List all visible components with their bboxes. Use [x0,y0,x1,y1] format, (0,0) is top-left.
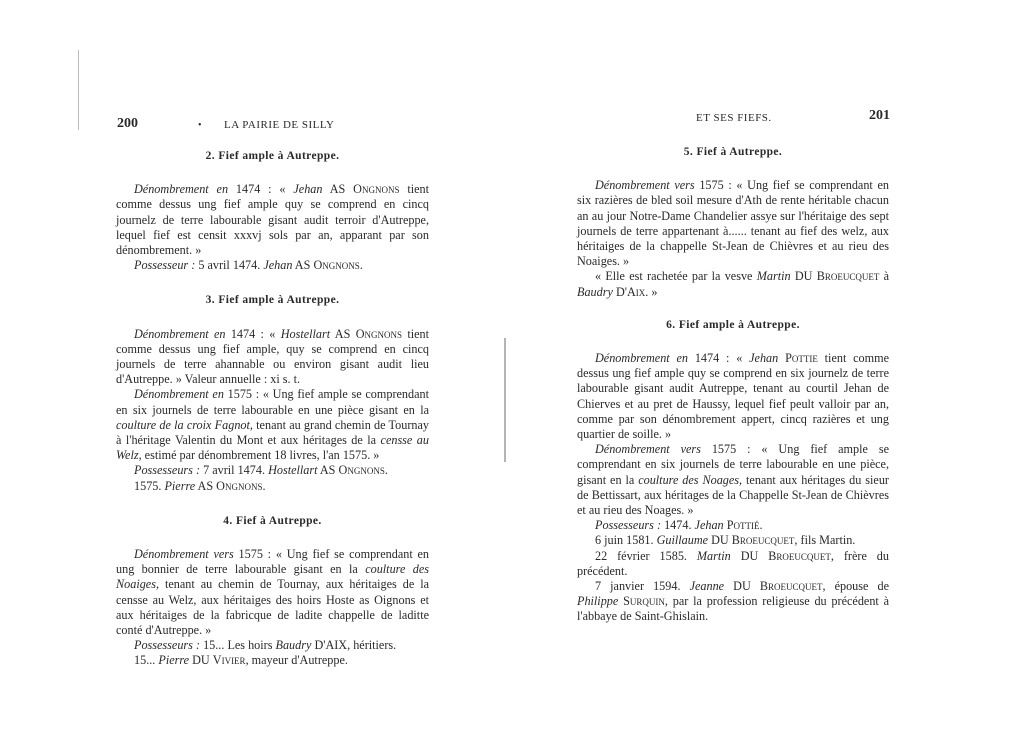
italic-text: Pierre [158,653,190,668]
text-run: , fils Martin. [794,533,856,548]
small-caps-text: Broeucquet [816,269,880,284]
paragraph [116,327,429,388]
text-run: 1474 : « [688,351,750,366]
italic-text: Jehan [694,518,724,533]
text-run: DU [189,653,213,668]
text-run: 7 avril 1474. [200,463,269,478]
left-column [116,149,429,669]
text-run: 22 février 1585. [595,548,697,563]
small-caps-text: Pottié [726,518,760,533]
paragraph [116,258,429,273]
italic-text: Dénombrement en [595,351,689,366]
paragraph [116,479,429,494]
paragraph [116,653,429,668]
italic-text: Dénombrement en [134,182,229,197]
text-run: tenant aux héritages du sieur de Bettissart, aux héritages de la Chappelle St-Jean de Chièvres et au rieu des Noages. » [577,472,889,518]
text-run: DU [708,533,732,548]
right-page [512,0,1024,733]
italic-text: Possesseur : [134,258,196,273]
text-run: . » [645,284,658,299]
italic-text: Baudry [577,284,613,299]
text-run: , par la profession religieuse du précédent à l'abbaye de Saint-Ghislain. [577,594,890,624]
section-heading: 3. Fief ample à Autreppe. [205,294,340,307]
italic-text: coulture de la croix Fagnot, [116,417,253,432]
italic-text: Guillaume [656,533,709,548]
text-run: tient comme dessus ung fief ample quy se comprend en six journelz de terre labourable gisant audit Autreppe, tenant au courtil Jehan de Chierves et au pret de Haussy, lequel fief peult valloir par an, comme par son dénombrement appert, cincq razières et ung quartier de soille. » [577,351,890,442]
italic-text: Dénombrement en [134,326,226,341]
paragraph [577,533,889,548]
text-run: AS [292,258,314,273]
small-caps-text: Broeucquet [768,548,831,563]
paragraph [577,579,889,625]
paragraph [577,178,889,269]
text-run: tient comme dessus ung fief ample quy se comprend en cincq journelz de terre labourable gisant audit terroir d'Autreppe, lequel fief est censit xxxvj sols par an, apparant par son dénombrement. » [116,182,429,258]
text-run: AS [330,326,356,341]
small-caps-text: Surquin [623,594,665,609]
small-caps-text: Ongnons [353,182,400,197]
paragraph [577,549,889,579]
text-run: à [879,269,889,284]
running-head-right: ET SES FIEFS. [696,112,772,124]
paragraph [116,638,429,653]
italic-text: Pierre [164,478,196,493]
text-run: 6 juin 1581. [595,533,657,548]
paragraph [577,269,889,299]
text-run: . [262,478,266,493]
text-run: 1575 : « Ung fief se comprendant en six razières de bled soil mesure d'Ath de rente héritable chacun an au jour Notre-Dame Chandelier assye sur l'héritaige des sept journels de terre appartenant à...... tenant au fief des welz, aux héritaiges de la chappelle St-Jean de Chièvres et au rieu des Noaiges. » [577,178,889,269]
small-caps-text: Broeucquet [759,579,823,594]
running-head-left: LA PAIRIE DE SILLY [224,119,335,131]
italic-text: Dénombrement vers [595,442,701,457]
text-run: D'AIX, héritiers. [311,638,397,653]
italic-text: Jehan [263,258,293,273]
small-caps-text: Broeucquet [731,533,795,548]
text-run: , épouse de [822,579,889,594]
text-run: 1575 : « Ung fief se comprendant en ung bonnier de terre labourable gisant en la [116,547,429,577]
italic-text: Possesseurs : [134,638,201,653]
paragraph [577,351,889,442]
small-caps-text: Vivier [212,653,246,668]
section-heading: 5. Fief à Autreppe. [683,146,783,158]
text-run: 7 janvier 1594. [595,579,690,594]
text-run: DU [790,269,817,284]
italic-text: Possesseurs : [595,518,662,533]
paragraph [577,442,889,518]
text-run: DU [730,548,769,563]
text-run: 1575. [134,478,165,493]
paragraph [116,547,429,638]
ornament: • [198,120,203,131]
italic-text: Martin [756,269,791,284]
small-caps-text: Ongnons [313,258,360,273]
text-run: , frère du précédent. [577,548,889,578]
text-run: 1575 : « Ung fief ample se comprendant en six journels de terre labourable en une pièce, gisant en la [577,442,889,487]
small-caps-text: Pottie [785,351,818,366]
text-run: DU [724,579,760,594]
page-number-right: 201 [869,108,890,123]
text-run: estimé par dénombrement 18 livres, l'an 1575. » [141,448,380,463]
gutter-shadow [504,338,506,462]
right-column [577,145,889,625]
italic-text: censse au Welz, [116,433,429,463]
italic-text: Jehan [749,351,779,366]
small-caps-text: Ongnons [216,478,263,493]
italic-text: Dénombrement en [134,387,224,402]
text-run: AS [322,182,354,197]
italic-text: coulture des Noaiges, [116,562,429,592]
italic-text: Possesseurs : [134,463,201,478]
text-run: 1474 : « [225,326,281,341]
small-caps-text: Ongnons [355,326,402,341]
text-run: , mayeur d'Autreppe. [245,653,348,668]
section-heading: 6. Fief ample à Autreppe. [666,318,800,331]
text-run: 15... Les hoirs [200,638,276,653]
text-run: 15... [134,653,159,668]
italic-text: Philippe [577,594,619,609]
italic-text: Baudry [275,638,312,653]
text-run: 1474 : « [228,182,294,197]
text-run: tient comme dessus ung fief ample, quy se comprend en cincq journels de terre ahannable ou environ gisant audit lieu d'Autreppe. » Valeur annuelle : xi s. t. [116,326,429,387]
italic-text: Dénombrement vers [595,178,695,193]
text-run: 5 avril 1474. [195,258,264,273]
italic-text: Jeanne [689,579,725,594]
text-run: tenant au chemin de Tournay, aux héritaiges de la censse au Welz, aux héritaiges des hoirs Hoste as Oignons et aux héritaiges de la fabricque de ladite chappelle de laditte conté d'Autreppe. » [116,577,429,638]
text-run: 1474. [661,518,695,533]
text-run: . [384,463,388,478]
section-heading: 4. Fief à Autreppe. [223,514,322,527]
small-caps-text: Aix [626,284,646,299]
italic-text: Martin [696,548,731,563]
italic-text: Dénombrement vers [134,547,234,562]
text-run: tenant au grand chemin de Tournay à l'héritage Valentin du Mont et aux héritages de la [116,417,429,448]
section-heading: 2. Fief ample à Autreppe. [205,150,340,162]
italic-text: Jehan [293,182,323,197]
page-number-left: 200 [117,116,138,131]
text-run: AS [195,478,217,493]
text-run: D' [612,284,627,299]
text-run: . [759,518,763,533]
text-run: 1575 : « Ung fief ample se comprendant en six journels de terre labourable en une pièce gisant en la [116,387,430,417]
paragraph [116,463,429,478]
italic-text: Hostellart [268,463,318,478]
text-run: « Elle est rachetée par la vesve [595,269,757,284]
paragraph [116,182,429,258]
text-run: . [359,258,363,273]
italic-text: coulture des Noages, [638,472,743,487]
paragraph [577,518,889,533]
italic-text: Hostellart [280,326,331,341]
small-caps-text: Ongnons [338,463,385,478]
margin-mark [78,50,79,130]
paragraph [116,387,429,463]
text-run: AS [317,463,339,478]
